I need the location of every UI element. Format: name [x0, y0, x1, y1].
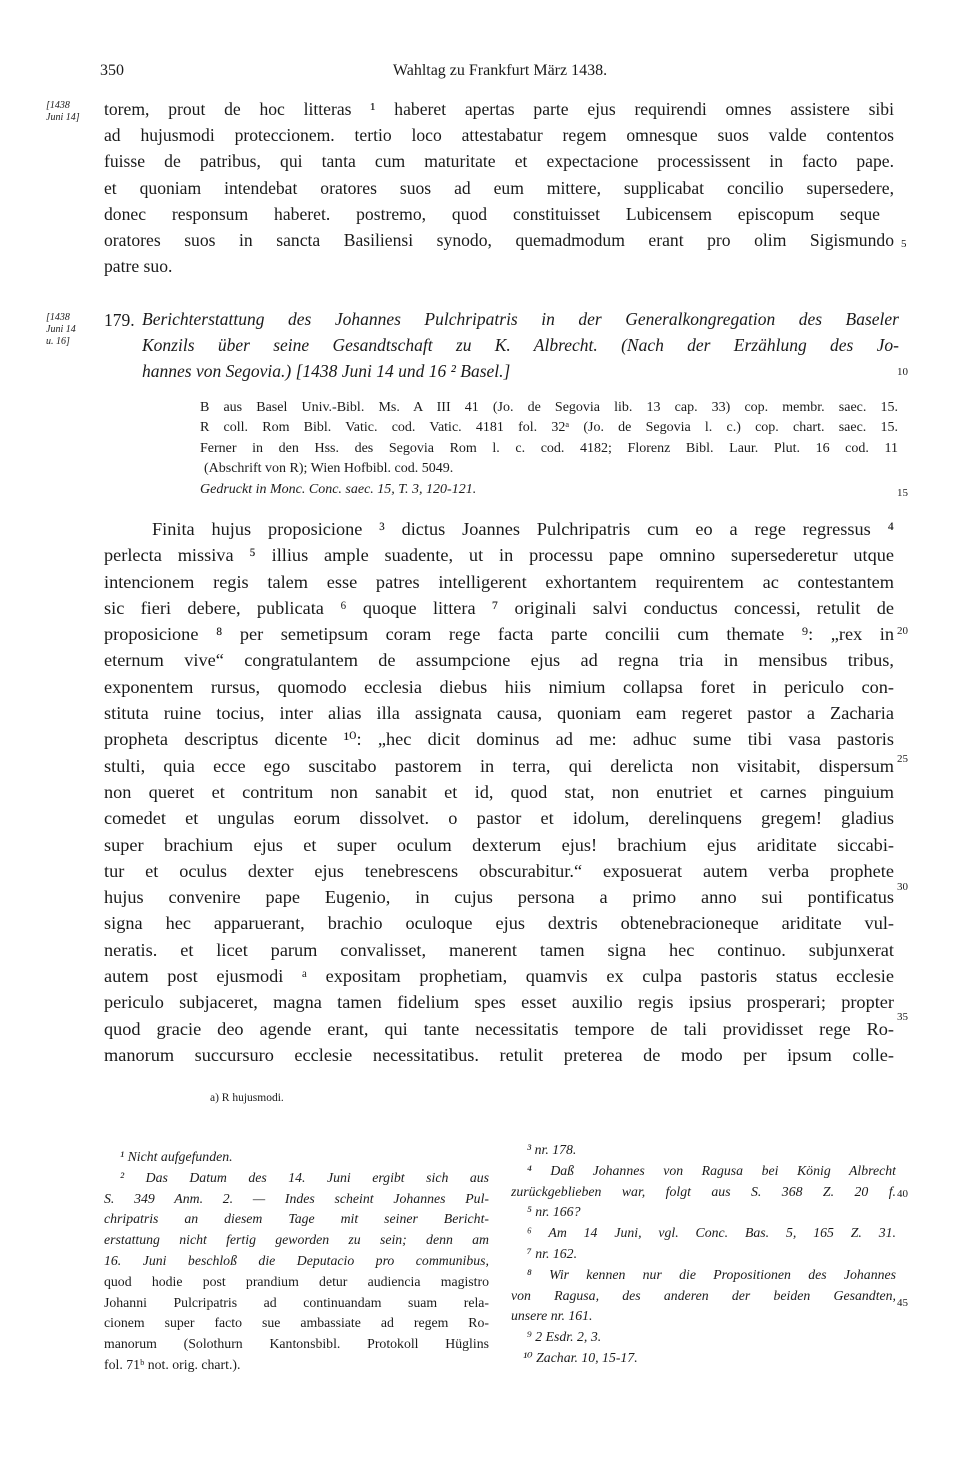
- footnotes-left-column: [104, 1147, 489, 1376]
- text-line: exponentem rursus, quomodo ecclesia diebus hiis nimium collapsa foret in periculo con-: [104, 676, 894, 697]
- line-number: 5: [901, 238, 907, 250]
- text-line: et quoniam intendebat oratores suos ad eum mittere, supplicabat concilio supersedere,: [104, 177, 894, 198]
- source-line: (Abschrift von R); Wien Hofbibl. cod. 5049.: [204, 461, 454, 477]
- footnote-line: manorum (Solothurn Kantonsbibl. Protokoll Hüglins: [104, 1336, 489, 1352]
- footnote-line: fol. 71ᵇ not. orig. chart.).: [104, 1356, 241, 1372]
- text-line: eternum vive“ congratulantem de assumpcione ejus ad regna tria in mensibus tribus,: [104, 650, 894, 671]
- footnote-line: ² Das Datum des 14. Juni ergibt sich aus: [120, 1169, 489, 1185]
- text-line: periculo subjaceret, magna tamen fidelium spes esset auxilio regis ipsius prosperari; propter: [104, 992, 894, 1013]
- text-line: intencionem regis talem esse patres intelligerent exhortantem requirentem ac contestantem: [104, 571, 894, 592]
- footnote-line: ⁹ 2 Esdr. 2, 3.: [527, 1329, 602, 1345]
- footnotes-right-column: [511, 1140, 896, 1369]
- text-line: oratores suos in sancta Basiliensi synodo, quemadmodum erant pro olim Sigismundo: [104, 230, 894, 251]
- text-line: perlecta missiva ⁵ illius ample suadente, ut in processu pape omnino supersederetur utque: [104, 545, 894, 566]
- footnote-line: cionem super facto sue ambassiate ad regem Ro-: [104, 1315, 489, 1331]
- source-line: B aus Basel Univ.-Bibl. Ms. A III 41 (Jo. de Segovia lib. 13 cap. 33) cop. membr. saec. 15.: [200, 400, 898, 415]
- text-line: propheta descriptus dicente ¹⁰: „hec dicit dominus ad me: adhuc sume tibi vasa pastoris: [104, 729, 894, 750]
- footnote-line: ⁷ nr. 162.: [527, 1245, 578, 1261]
- heading-line: Berichterstattung des Johannes Pulchripatris in der Generalkongregation des Baseler: [142, 309, 899, 329]
- text-line: super brachium ejus et super oculum dexterum ejus! brachium ejus ariditate siccabi-: [104, 834, 894, 855]
- text-line: torem, prout de hoc litteras ¹ haberet apertas parte ejus requirendi omnes assistere sibi: [104, 99, 894, 119]
- source-line: R coll. Rom Bibl. Vatic. cod. Vatic. 4181 fol. 32ᵃ (Jo. de Segovia l. c.) cop. chart. saec. 15.: [200, 420, 898, 436]
- section-margin-date-note: [1438 Juni 14 u. 16]: [46, 312, 76, 347]
- text-line: stulti, quia ecce ego suscitabo pastorem in terra, qui derelicta non visitabit, dispersum: [104, 755, 894, 776]
- footnote-line: quod hodie post prandium detur audiencia magistro: [104, 1273, 489, 1289]
- running-title: Wahltag zu Frankfurt März 1438.: [392, 62, 608, 79]
- footnote-line: ³ nr. 178.: [527, 1142, 577, 1157]
- line-number: 10: [897, 366, 908, 378]
- text-line: signa hec apparuerant, brachio oculoque ejus dextris obtenebracioneque ariditate vul-: [104, 913, 894, 934]
- source-line: Ferner in den Hss. des Segovia Rom l. c. cod. 4182; Florenz Bibl. Laur. Plut. 16 cod. 11: [200, 440, 898, 456]
- section-number: 179.: [104, 310, 135, 330]
- heading-line: Konzils über seine Gesandtschaft zu K. Albrecht. (Nach der Erzählung des Jo-: [142, 335, 899, 355]
- apparatus-note: a) R hujusmodi.: [210, 1092, 284, 1104]
- text-line: tur et oculus dexter ejus tenebrescens obscurabitur.“ exposuerat autem verba prophete: [104, 860, 894, 881]
- line-number: 35: [897, 1011, 908, 1023]
- text-line: stituta ruine tocius, inter alias illa assignata causa, quoniam eam regeret pastor a Zacharia: [104, 703, 894, 724]
- line-number: 40: [897, 1188, 908, 1200]
- footnote-line: ⁶ Am 14 Juni, vgl. Conc. Bas. 5, 165 Z. 31.: [527, 1225, 896, 1241]
- line-number: 45: [897, 1297, 908, 1309]
- footnote-line: unsere nr. 161.: [511, 1308, 593, 1324]
- main-paragraph: [104, 516, 894, 1068]
- footnote-line: Johanni Pulcripatris ad continuandam suam rela-: [104, 1294, 489, 1310]
- footnote-line: erstattung nicht fertig geworden zu sein; denn am: [104, 1232, 489, 1248]
- footnote-line: ⁴ Daß Johannes von Ragusa bei König Albrecht: [527, 1162, 896, 1178]
- text-line: ad hujusmodi proteccionem. tertio loco attestabatur regem omnesque suos valde contentos: [104, 125, 894, 146]
- margin-date-note: [1438 Juni 14]: [46, 100, 80, 123]
- section-heading: [142, 306, 899, 384]
- source-list: [200, 398, 898, 500]
- line-number: 30: [897, 881, 908, 893]
- heading-line: hannes von Segovia.) [1438 Juni 14 und 16 ² Basel.]: [142, 361, 511, 381]
- footnote-line: zurückgeblieben war, folgt aus S. 368 Z. 20 f.: [511, 1183, 896, 1199]
- text-line: proposicione ⁸ per semetipsum coram rege facta parte concilii cum themate ⁹: „rex in: [104, 624, 894, 645]
- continuation-paragraph: [104, 96, 894, 279]
- footnote-line: chripatris an diesem Tage mit seiner Bericht-: [104, 1211, 489, 1227]
- text-line: donec responsum haberet. postremo, quod constituisset Lubicensem episcopum seque: [104, 203, 880, 224]
- footnote-line: ⁸ Wir kennen nur die Propositionen des Johannes: [527, 1266, 896, 1282]
- footnote-line: S. 349 Anm. 2. — Indes scheint Johannes Pul-: [104, 1190, 489, 1206]
- line-number: 20: [897, 625, 908, 637]
- text-line: quod gracie deo agende erant, qui tante necessitatis tempore de tali providisset rege Ro-: [104, 1018, 894, 1039]
- footnote-line: 16. Juni beschloß die Deputacio pro communibus,: [104, 1252, 489, 1268]
- line-number: 15: [897, 487, 908, 499]
- text-line: sic fieri debere, publicata ⁶ quoque littera ⁷ originali salvi conductus concessi, retulit de: [104, 597, 894, 618]
- footnote-line: von Ragusa, des anderen der beiden Gesandten,: [511, 1287, 896, 1303]
- text-line: patre suo.: [104, 256, 173, 277]
- text-line: manorum succursuro ecclesie necessitatibus. retulit preterea de modo per ipsum colle-: [104, 1044, 894, 1065]
- text-line: hujus convenire pape Eugenio, in cujus persona a primo anno sui pontificatus: [104, 887, 894, 908]
- page-number: 350: [100, 62, 124, 79]
- text-line: comedet et ungulas eorum dissolvet. o pastor et idolum, derelinquens gregem! gladius: [104, 808, 894, 829]
- text-line: non queret et contritum non sanabit et id, quod stat, non enutriet et carnes pinguium: [104, 781, 894, 802]
- source-line: Gedruckt in Monc. Conc. saec. 15, T. 3, 120-121.: [200, 481, 477, 497]
- line-number: 25: [897, 753, 908, 765]
- text-line: Finita hujus proposicione ³ dictus Joannes Pulchripatris cum eo a rege regressus ⁴: [152, 519, 894, 539]
- text-line: neratis. et licet parum convalisset, manerent tamen signa hec continuo. subjunxerat: [104, 939, 894, 960]
- text-line: fuisse de patribus, qui tanta cum maturitate et expectacione processissent in facto pape.: [104, 151, 894, 172]
- footnote-line: ⁵ nr. 166?: [527, 1204, 581, 1220]
- text-line: autem post ejusmodi ᵃ expositam prophetiam, quamvis ex culpa pastoris status ecclesie: [104, 966, 894, 987]
- footnote-line: ¹ Nicht aufgefunden.: [120, 1149, 233, 1164]
- footnote-line: ¹⁰ Zachar. 10, 15-17.: [523, 1349, 638, 1365]
